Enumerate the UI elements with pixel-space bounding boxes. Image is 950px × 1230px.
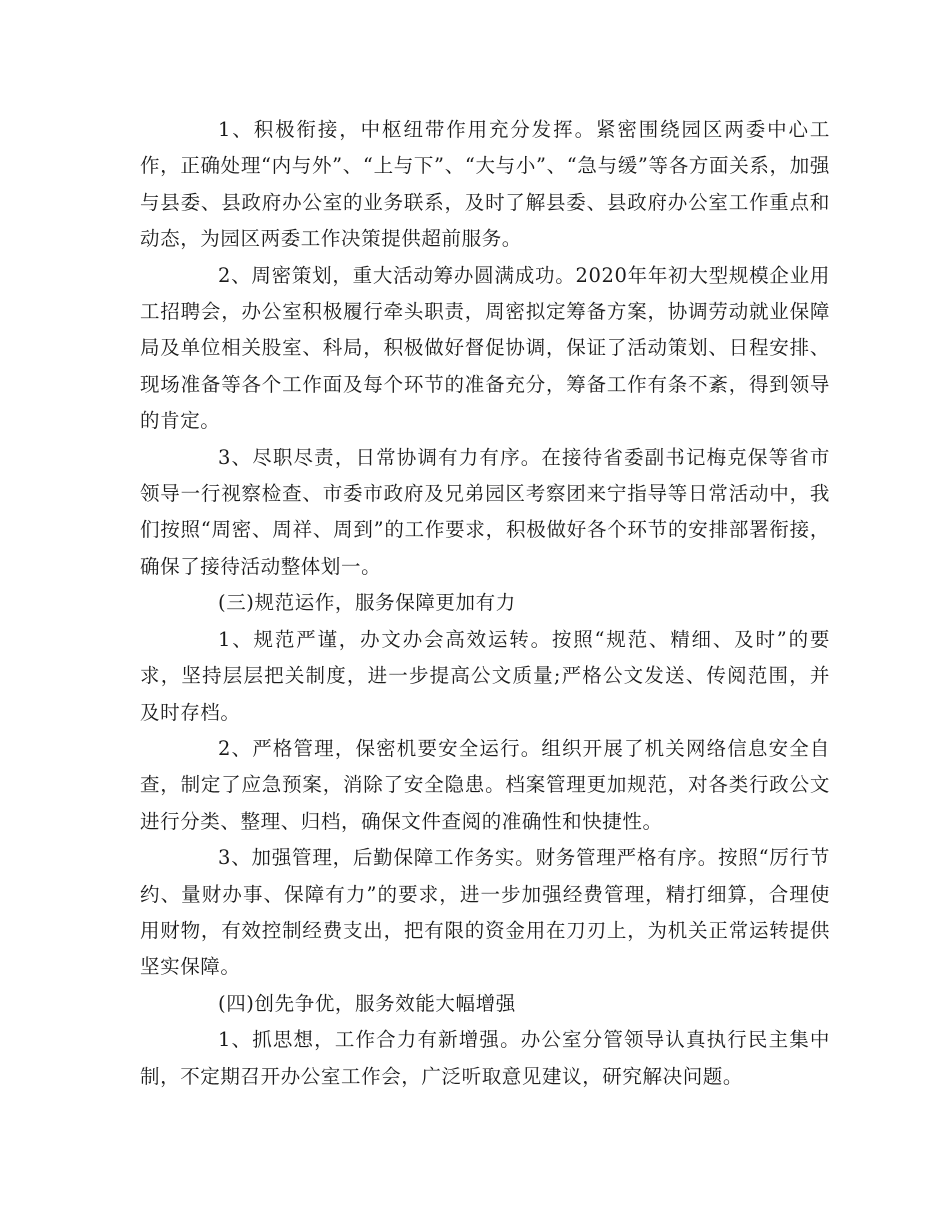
paragraph-logistics: 3、加强管理，后勤保障工作务实。财务管理严格有序。按照“厉行节约、量财办事、保障有力”的要求，进一步加强经费管理，精打细算，合理使用财物，有效控制经费支出，把有限的资金用在刀刃上，为机关正常运转提供坚实保障。: [140, 846, 830, 979]
document-body: [140, 112, 830, 1095]
paragraph-document-handling: 1、规范严谨，办文办会高效运转。按照“规范、精细、及时”的要求，坚持层层把关制度，进一步提高公文质量;严格公文发送、传阅范围，并及时存档。: [140, 627, 830, 724]
paragraph-daily-coordination: 3、尽职尽责，日常协调有力有序。在接待省委副书记梅克保等省市领导一行视察检查、市委市政府及兄弟园区考察团来宁指导等日常活动中，我们按照“周密、周祥、周到”的工作要求，积极做好各个环节的安排部署衔接，确保了接待活动整体划一。: [140, 445, 830, 578]
paragraph-ideology: 1、抓思想，工作合力有新增强。办公室分管领导认真执行民主集中制，不定期召开办公室工作会，广泛听取意见建议，研究解决问题。: [140, 1028, 830, 1088]
section-heading-3: (三)规范运作，服务保障更加有力: [218, 591, 516, 615]
paragraph-event-planning: 2、周密策划，重大活动筹办圆满成功。2020年年初大型规模企业用工招聘会，办公室积极履行牵头职责，周密拟定筹备方案，协调劳动就业保障局及单位相关股室、科局，积极做好督促协调，保证了活动策划、日程安排、现场准备等各个工作面及每个环节的准备充分，筹备工作有条不紊，得到领导的肯定。: [140, 263, 830, 433]
section-heading-4: (四)创先争优，服务效能大幅增强: [218, 991, 516, 1015]
paragraph-confidentiality: 2、严格管理，保密机要安全运行。组织开展了机关网络信息安全自查，制定了应急预案，消除了安全隐患。档案管理更加规范，对各类行政公文进行分类、整理、归档，确保文件查阅的准确性和快捷性。: [140, 736, 830, 833]
paragraph-liaison: 1、积极衔接，中枢纽带作用充分发挥。紧密围绕园区两委中心工作，正确处理“内与外”、“上与下”、“大与小”、“急与缓”等各方面关系，加强与县委、县政府办公室的业务联系，及时了解县委、县政府办公室工作重点和动态，为园区两委工作决策提供超前服务。: [140, 118, 830, 251]
